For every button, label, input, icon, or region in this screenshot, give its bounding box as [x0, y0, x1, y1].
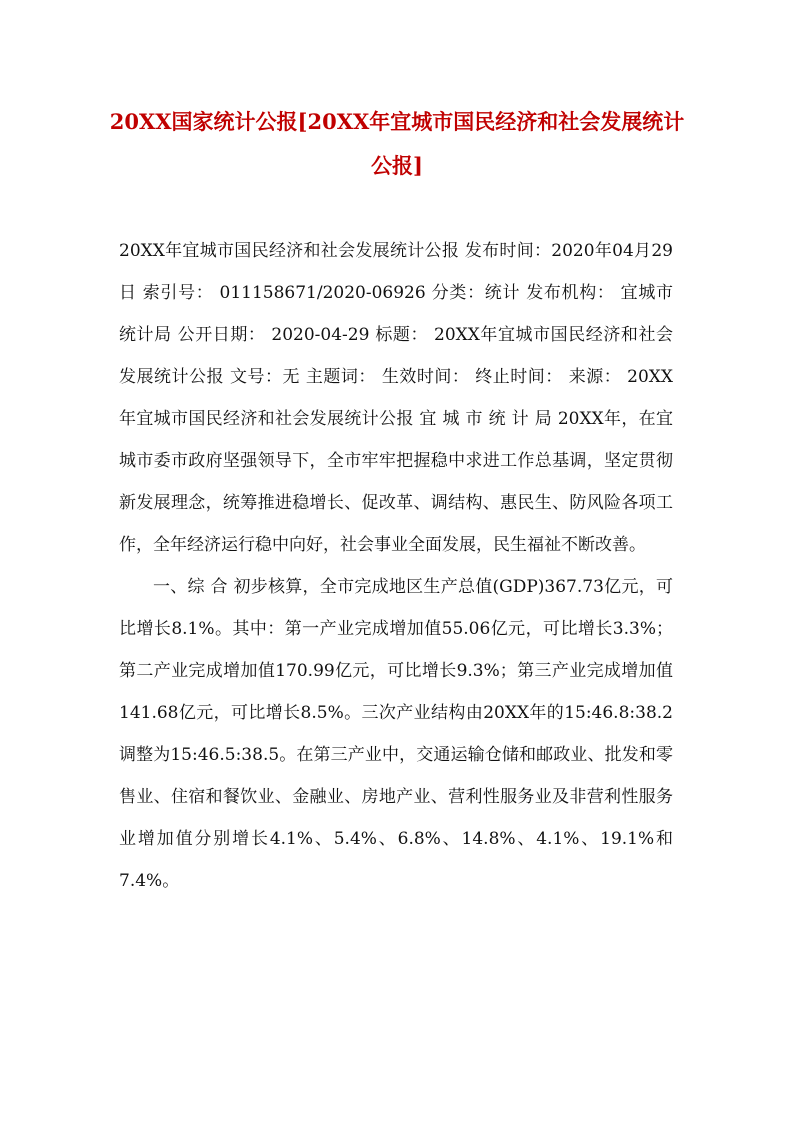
overview-paragraph: 一、综 合 初步核算，全市完成地区生产总值(GDP)367.73亿元，可比增长8.1%。其中：第一产业完成增加值55.06亿元，可比增长3.3%；第二产业完成增加值170.99亿元，可比增长9.3%；第三产业完成增加值141.68亿元，可比增长8.5%。三次产业结构由20XX年的15:46.8:38.2调整为15:46.5:38.5。在第三产业中，交通运输仓储和邮政业、批发和零售业、住宿和餐饮业、金融业、房地产业、营利性服务业及非营利性服务业增加值分别增长4.1%、5.4%、6.8%、14.8%、4.1%、19.1%和7.4%。 [119, 577, 673, 891]
document-title: 20XX国家统计公报[20XX年宜城市国民经济和社会发展统计公报] [109, 109, 685, 178]
intro-paragraph: 20XX年宜城市国民经济和社会发展统计公报 发布时间：2020年04月29日 索引号： 011158671/2020-06926 分类：统计 发布机构： 宜城市统计局 公开日期： 2020-04-29 标题： 20XX年宜城市国民经济和社会发展统计公报 文号：无 主题词： 生效时间： 终止时间： 来源： 20XX年宜城市国民经济和社会发展统计公报 宜 城 市 统 计 局 20XX年，在宜城市委市政府坚强领导下，全市牢牢把握稳中求进工作总基调，坚定贯彻新发展理念，统筹推进稳增长、促改革、调结构、惠民生、防风险各项工作，全年经济运行稳中向好，社会事业全面发展，民生福祉不断改善。 [119, 241, 673, 555]
document-body [119, 230, 673, 902]
